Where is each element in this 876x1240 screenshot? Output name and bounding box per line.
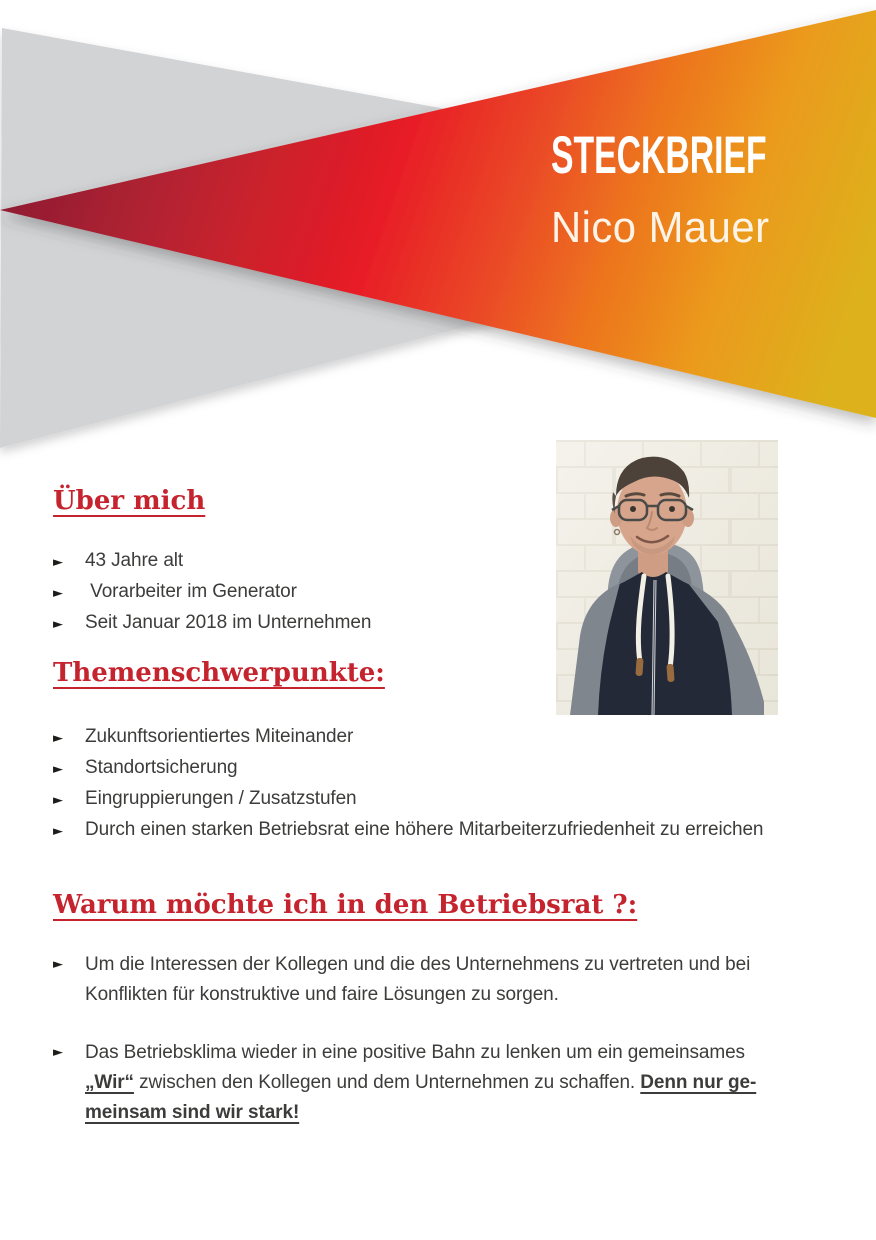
bullet-text: Standortsicherung — [85, 757, 238, 778]
triangle-bullet-icon: ► — [53, 731, 63, 746]
bullet-text: 43 Jahre alt — [85, 550, 184, 571]
bullet-text — [85, 1038, 756, 1128]
list-item — [53, 1038, 823, 1128]
text-segment: zwischen den Kollegen und dem Unternehmen zu schaffen. — [133, 1072, 641, 1093]
bullet-text: Vorarbeiter im Generator — [85, 581, 297, 602]
warum-paragraph-2 — [53, 1038, 823, 1128]
list-item — [53, 784, 763, 815]
triangle-bullet-icon: ► — [53, 617, 63, 632]
portrait-photo — [556, 440, 778, 715]
text-segment: Das Betriebsklima wieder in eine positive Bahn zu lenken um ein gemeinsames — [85, 1042, 745, 1063]
list-item — [53, 546, 371, 577]
list-item — [53, 950, 823, 1010]
section-heading-warum-betriebsrat: Warum möchte ich in den Betriebsrat ?: — [53, 890, 638, 920]
list-item — [53, 815, 763, 846]
triangle-bullet-icon: ► — [53, 824, 63, 839]
list-item — [53, 608, 371, 639]
text-segment: meinsam sind wir stark! — [85, 1102, 300, 1123]
text-segment: Konflikten für konstruktive und faire Lösungen zu sorgen. — [85, 984, 559, 1005]
bullet-text — [85, 950, 750, 1010]
bullet-text: Durch einen starken Betriebsrat eine höhere Mitarbeiterzufriedenheit zu erreichen — [85, 819, 764, 840]
ueber-mich-list — [53, 546, 371, 639]
triangle-bullet-icon: ► — [53, 586, 63, 601]
bullet-text: Eingruppierungen / Zusatzstufen — [85, 788, 357, 809]
triangle-bullet-icon: ► — [53, 555, 63, 570]
section-heading-ueber-mich: Über mich — [53, 486, 206, 516]
triangle-bullet-icon: ► — [53, 793, 63, 808]
triangle-bullet-icon: ► — [53, 957, 63, 972]
section-heading-themenschwerpunkte: Themenschwerpunkte: — [53, 658, 385, 688]
text-segment: Um die Interessen der Kollegen und die des Unternehmens zu vertreten und bei — [85, 954, 751, 975]
list-item — [53, 753, 763, 784]
themenschwerpunkte-list — [53, 722, 763, 846]
page-title: STECKBRIEF — [551, 124, 767, 185]
triangle-bullet-icon: ► — [53, 762, 63, 777]
bullet-text: Seit Januar 2018 im Unternehmen — [85, 612, 372, 633]
bullet-text: Zukunftsorientiertes Miteinander — [85, 726, 354, 747]
warum-paragraph-1 — [53, 950, 823, 1010]
list-item — [53, 577, 371, 608]
list-item — [53, 722, 763, 753]
text-segment: „Wir“ — [85, 1072, 134, 1093]
text-segment: Denn nur ge- — [640, 1072, 757, 1093]
triangle-bullet-icon: ► — [53, 1045, 63, 1060]
person-name: Nico Mauer — [551, 203, 770, 252]
